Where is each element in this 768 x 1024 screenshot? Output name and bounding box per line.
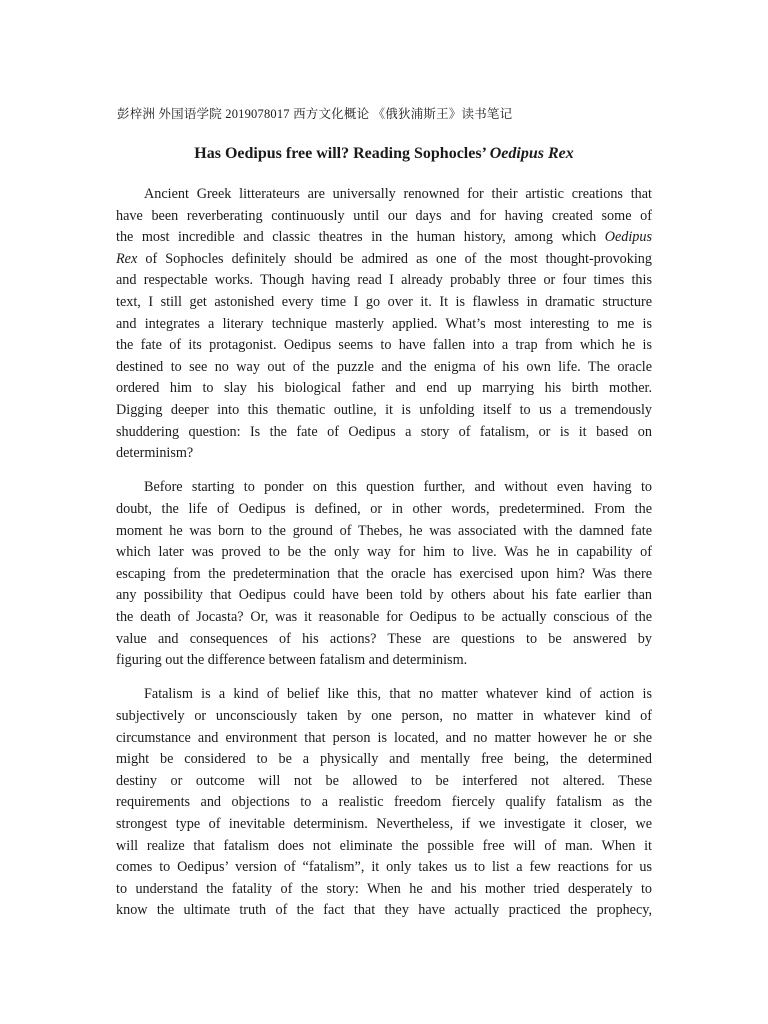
text-line: and respectable works. Though having read I already probably three or four times this <box>116 272 652 289</box>
document-title <box>0 145 768 163</box>
text-line: any possibility that Oedipus could have been told by others about his fate earlier than <box>116 587 652 604</box>
text-line: the fate of its protagonist. Oedipus seems to have fallen into a trap from which he is <box>116 337 652 354</box>
text-line: which later was proved to be the only way for him to live. Was he in capability of <box>116 544 652 561</box>
text-line: Digging deeper into this thematic outline, it is unfolding itself to us a tremendously <box>116 401 652 418</box>
text-line: to understand the fatality of the story: When he and his mother tried desperately to <box>116 880 652 897</box>
text-line: requirements and objections to a realistic freedom fiercely qualify fatalism as the <box>116 794 652 811</box>
text-line: text, I still get astonished every time I go over it. It is flawless in dramatic structure <box>116 293 652 310</box>
text-line: ordered him to slay his biological father and end up marrying his birth mother. <box>116 380 652 397</box>
text-line: the most incredible and classic theatres in the human history, among which Oedipus <box>116 229 652 246</box>
text-line: destined to see no way out of the puzzle and the enigma of his own life. The oracle <box>116 358 652 375</box>
paragraph <box>116 477 652 671</box>
text-line: Rex of Sophocles definitely should be admired as one of the most thought-provoking <box>116 250 652 267</box>
text-line: have been reverberating continuously until our days and for having created some of <box>116 207 652 224</box>
text-line: circumstance and environment that person is located, and no matter however he or she <box>116 729 652 746</box>
paragraph <box>116 684 652 922</box>
text-line: doubt, the life of Oedipus is defined, or in other words, predetermined. From the <box>116 501 652 517</box>
document-header: 彭梓洲 外国语学院 2019078017 西方文化概论 《俄狄浦斯王》读书笔记 <box>117 107 513 121</box>
text-line: Before starting to ponder on this question further, and without even having to <box>144 479 652 496</box>
text-line: determinism? <box>116 445 194 462</box>
text-line: destiny or outcome will not be allowed to be interfered not altered. These <box>116 772 652 789</box>
text-line: strongest type of inevitable determinism. Nevertheless, if we investigate it closer, we <box>116 816 652 832</box>
text-line: Ancient Greek litterateurs are universally renowned for their artistic creations that <box>144 186 652 202</box>
text-line: might be considered to be a physically and mentally free being, the determined <box>116 751 652 768</box>
document-body <box>116 184 652 935</box>
text-line: know the ultimate truth of the fact that they have actually practiced the prophecy, <box>116 902 652 919</box>
text-line: moment he was born to the ground of Thebes, he was associated with the damned fate <box>116 522 652 539</box>
text-line: Fatalism is a kind of belief like this, that no matter whatever kind of action is <box>144 686 652 703</box>
paragraph <box>116 184 652 465</box>
title-italic: Oedipus Rex <box>489 145 574 162</box>
text-line: escaping from the predetermination that the oracle has exercised upon him? Was there <box>116 565 652 582</box>
italic-title-text: Oedipus <box>604 229 652 246</box>
text-line: and integrates a literary technique masterly applied. What’s most interesting to me is <box>116 315 652 332</box>
text-line: value and consequences of his actions? These are questions to be answered by <box>116 630 652 647</box>
text-line: comes to Oedipus’ version of “fatalism”, it only takes us to list a few reactions for us <box>116 859 652 876</box>
title-main: Has Oedipus free will? Reading Sophocles’ <box>194 145 490 162</box>
text-line: figuring out the difference between fatalism and determinism. <box>116 652 468 669</box>
text-line: subjectively or unconsciously taken by one person, no matter in whatever kind of <box>116 708 652 725</box>
text-line: shuddering question: Is the fate of Oedipus a story of fatalism, or is it based on <box>116 423 652 440</box>
italic-title-text: Rex <box>116 250 138 267</box>
text-line: will realize that fatalism does not eliminate the possible free will of man. When it <box>116 837 652 854</box>
text-line: the death of Jocasta? Or, was it reasonable for Oedipus to be actually conscious of the <box>116 608 652 625</box>
